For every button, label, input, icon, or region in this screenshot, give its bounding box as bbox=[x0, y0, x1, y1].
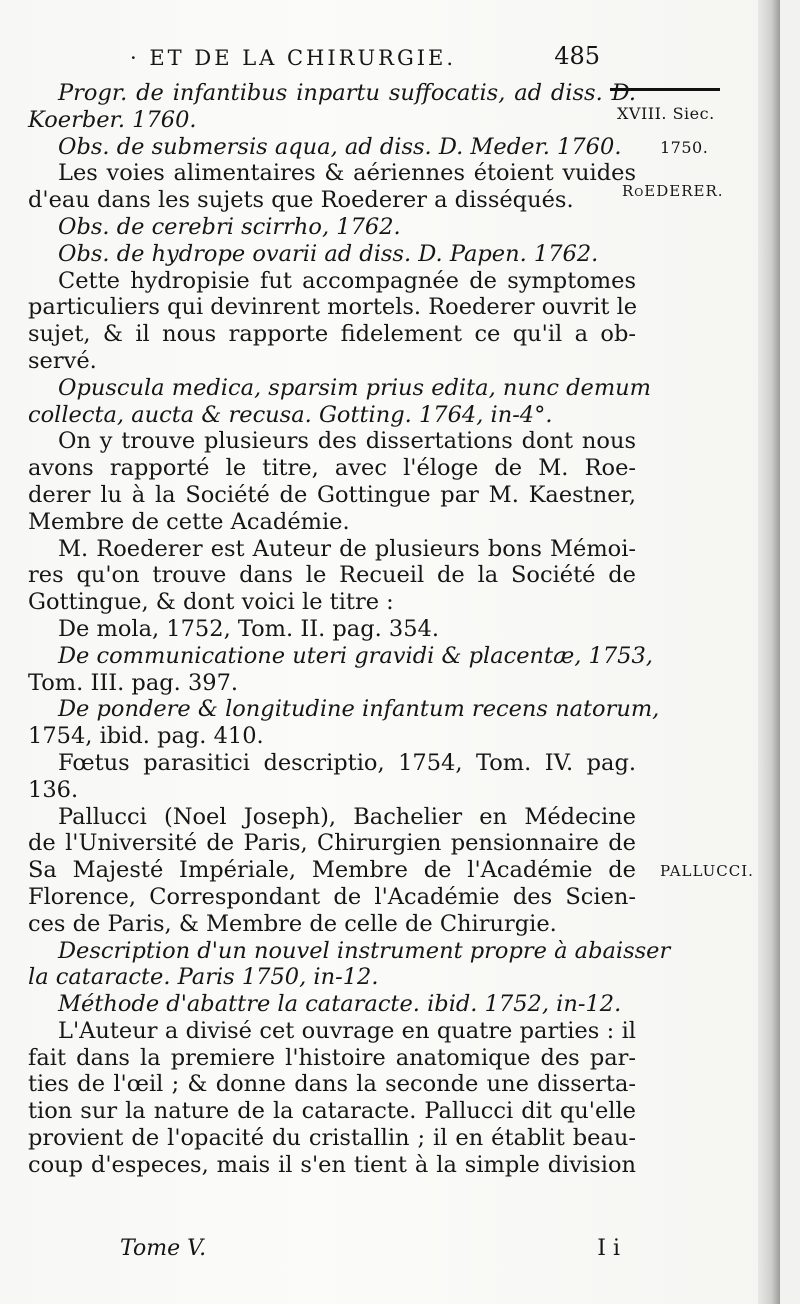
text-line: De mola, 1752, Tom. II. pag. 354. bbox=[58, 615, 440, 642]
text-line: Gottingue, & dont voici le titre : bbox=[28, 589, 394, 616]
text-line: L'Auteur a divisé cet ouvrage en quatre parties : il bbox=[58, 1017, 636, 1044]
text-line: Obs. de submersis aqua, ad diss. D. Meder. 1760. bbox=[58, 133, 622, 160]
text-line: d'eau dans les sujets que Roederer a disséqués. bbox=[28, 187, 574, 214]
text-line: Les voies alimentaires & aériennes étoient vuides bbox=[58, 160, 636, 187]
margin-note-century: XVIII. Siec. bbox=[617, 104, 715, 123]
margin-note-year: 1750. bbox=[660, 138, 709, 157]
running-header bbox=[130, 42, 600, 78]
page-footer bbox=[120, 1236, 620, 1266]
text-line: de l'Université de Paris, Chirurgien pensionnaire de bbox=[28, 830, 636, 857]
text-line: provient de l'opacité du cristallin ; il en établit beau- bbox=[28, 1125, 636, 1152]
text-line: ces de Paris, & Membre de celle de Chirurgie. bbox=[28, 910, 557, 937]
text-line: res qu'on trouve dans le Recueil de la Société de bbox=[28, 562, 636, 589]
text-line: Obs. de hydrope ovarii ad diss. D. Papen. 1762. bbox=[58, 240, 599, 267]
text-line: Koerber. 1760. bbox=[28, 106, 197, 133]
text-line: Cette hydropisie fut accompagnée de symptomes bbox=[58, 267, 636, 294]
margin-note-pallucci: PALLUCCI. bbox=[660, 862, 754, 880]
text-line: tion sur la nature de la cataracte. Pallucci dit qu'elle bbox=[28, 1098, 636, 1125]
text-line: fait dans la premiere l'histoire anatomique des par- bbox=[28, 1044, 636, 1071]
text-line: la cataracte. Paris 1750, in-12. bbox=[28, 964, 379, 991]
page-binding-edge bbox=[758, 0, 780, 1304]
text-line: 136. bbox=[28, 776, 79, 803]
text-line: ties de l'œil ; & donne dans la seconde une disserta- bbox=[28, 1071, 636, 1098]
signature-volume: Tome V. bbox=[120, 1236, 207, 1261]
text-line: Description d'un nouvel instrument propre à abaisser bbox=[58, 937, 671, 964]
text-line: Progr. de infantibus inpartu suffocatis, ad diss. D. bbox=[58, 80, 636, 106]
text-line: servé. bbox=[28, 347, 97, 374]
text-line: avons rapporté le titre, avec l'éloge de M. Roe- bbox=[28, 455, 636, 482]
margin-note-roederer: RoEDERER. bbox=[622, 182, 724, 200]
text-line: De pondere & longitudine infantum recens natorum, bbox=[58, 696, 660, 723]
running-title: · ET DE LA CHIRURGIE. bbox=[130, 46, 457, 70]
text-line: sujet, & il nous rapporte fidelement ce qu'il a ob- bbox=[28, 321, 636, 348]
text-line: Florence, Correspondant de l'Académie des Scien- bbox=[28, 883, 636, 910]
text-line: De communicatione uteri gravidi & placentæ, 1753, bbox=[58, 642, 653, 669]
text-line: coup d'especes, mais il s'en tient à la simple division bbox=[28, 1151, 636, 1178]
text-line: Membre de cette Académie. bbox=[28, 508, 350, 535]
text-line: Fœtus parasitici descriptio, 1754, Tom. IV. pag. bbox=[58, 749, 636, 776]
text-line: Obs. de cerebri scirrho, 1762. bbox=[58, 213, 401, 240]
text-line: 1754, ibid. pag. 410. bbox=[28, 723, 264, 750]
signature-mark: I i bbox=[597, 1236, 620, 1261]
text-line: Méthode d'abattre la cataracte. ibid. 1752, in-12. bbox=[58, 991, 622, 1018]
text-line: M. Roederer est Auteur de plusieurs bons Mémoi- bbox=[58, 535, 636, 562]
text-line: Sa Majesté Impériale, Membre de l'Académie de bbox=[28, 857, 636, 884]
text-line: Opuscula medica, sparsim prius edita, nunc demum bbox=[58, 374, 651, 401]
text-line: collecta, aucta & recusa. Gotting. 1764, in-4°. bbox=[28, 401, 553, 428]
page-number: 485 bbox=[554, 42, 600, 70]
text-line: particuliers qui devinrent mortels. Roederer ouvrit le bbox=[28, 294, 638, 321]
text-line: On y trouve plusieurs des dissertations dont nous bbox=[58, 428, 636, 455]
text-line: Pallucci (Noel Joseph), Bachelier en Médecine bbox=[58, 803, 636, 830]
text-line: Tom. III. pag. 397. bbox=[28, 669, 239, 696]
text-line: derer lu à la Société de Gottingue par M. Kaestner, bbox=[28, 481, 636, 508]
